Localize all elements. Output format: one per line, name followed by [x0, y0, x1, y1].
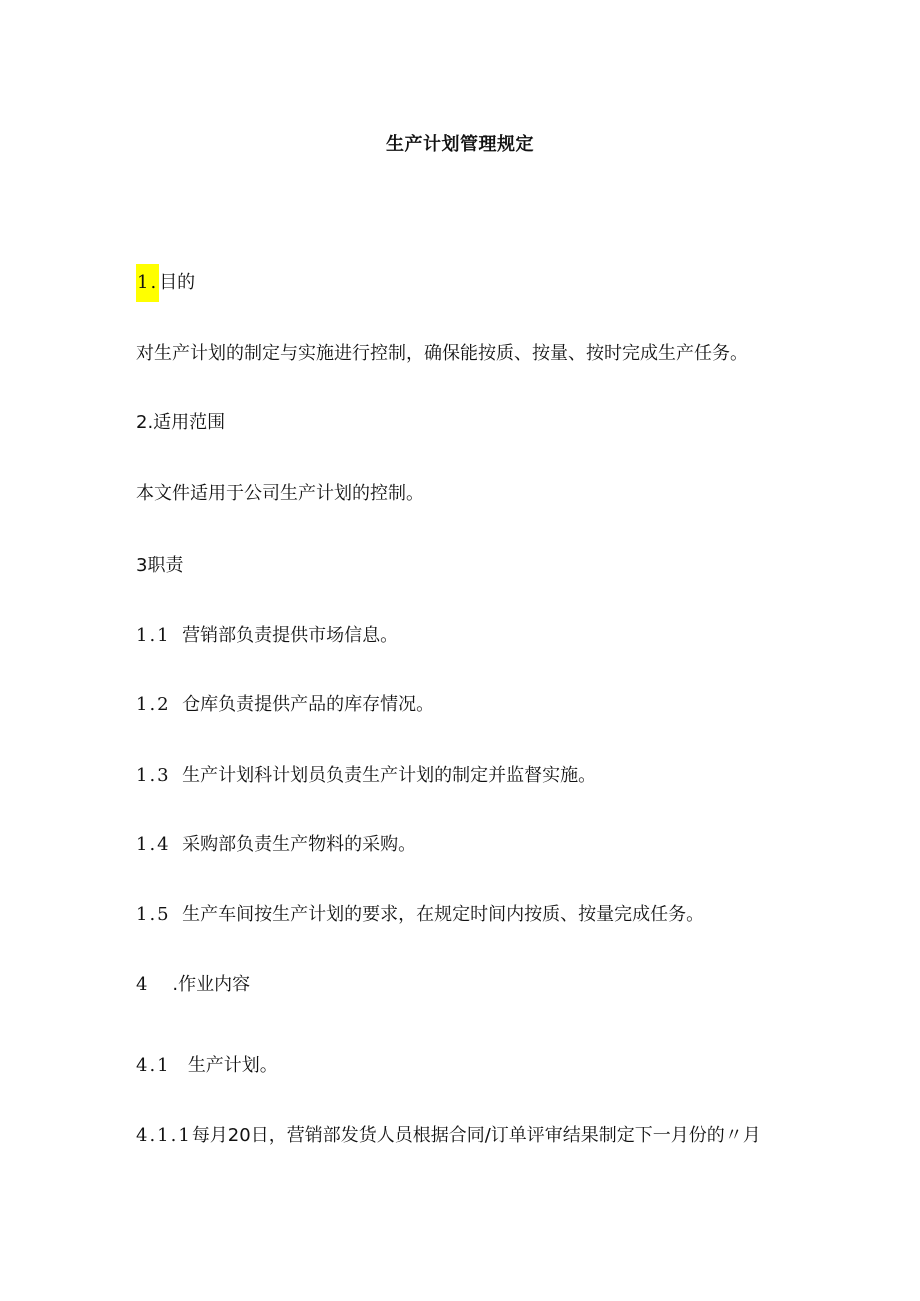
item-text: 生产计划。: [187, 1055, 278, 1076]
item-number: 1.3: [136, 765, 171, 786]
item-text: 生产车间按生产计划的要求，在规定时间内按质、按量完成任务。: [182, 904, 705, 925]
list-item: [136, 1123, 761, 1149]
list-item: [136, 832, 416, 858]
item-number: 4.1: [136, 1055, 171, 1076]
item-text: 每月20日，营销部发货人员根据合同/订单评审结果制定下一月份的〃月: [191, 1125, 761, 1146]
item-number: 1.4: [136, 834, 171, 855]
section-heading-text: 2.适用范围: [136, 412, 226, 433]
paragraph-text: 对生产计划的制定与实施进行控制，确保能按质、按量、按时完成生产任务。: [136, 343, 748, 364]
item-text: 生产计划科计划员负责生产计划的制定并监督实施。: [182, 765, 597, 786]
item-number: 1.5: [136, 904, 171, 925]
section-heading-operations: [136, 972, 250, 998]
document-title: 生产计划管理规定: [386, 134, 534, 155]
section-number-highlight: 1.: [136, 264, 159, 302]
item-number: 1.1: [136, 625, 171, 646]
list-item: [136, 1053, 278, 1079]
list-item: [136, 692, 434, 718]
section-number: 4: [136, 974, 150, 995]
section-heading-text: 3职责: [136, 555, 184, 576]
section-heading-text: .作业内容: [172, 974, 251, 995]
item-text: 营销部负责提供市场信息。: [182, 625, 399, 646]
section-heading-purpose: [136, 270, 195, 296]
item-number: 4.1.1: [136, 1125, 192, 1146]
scope-paragraph: [136, 481, 424, 507]
list-item: [136, 623, 398, 649]
paragraph-text: 本文件适用于公司生产计划的控制。: [136, 483, 424, 504]
section-heading-responsibilities: [136, 553, 183, 579]
section-heading-text: 目的: [159, 272, 196, 293]
list-item: [136, 902, 704, 928]
section-heading-scope: [136, 410, 225, 436]
item-number: 1.2: [136, 694, 171, 715]
list-item: [136, 763, 596, 789]
purpose-paragraph: [136, 341, 748, 367]
item-text: 采购部负责生产物料的采购。: [182, 834, 417, 855]
item-text: 仓库负责提供产品的库存情况。: [182, 694, 435, 715]
